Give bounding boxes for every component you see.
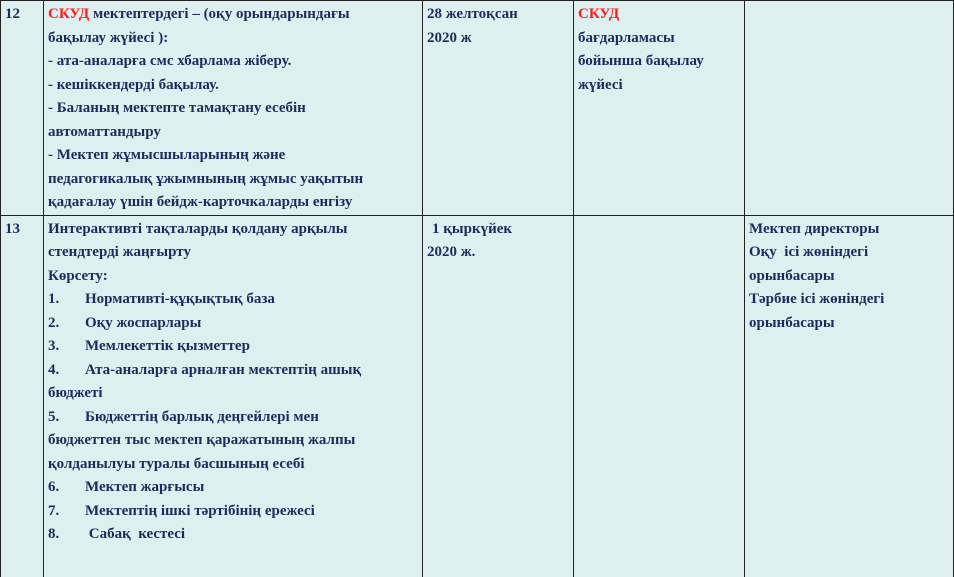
executor-line: Мектеп директоры [749,220,880,237]
list-item-number: 2. [48,314,60,331]
description-line: - ата-аналарға смс хбарлама жіберу. [48,53,292,69]
list-item-continuation: бюджеттен тыс мектеп қаражатының жалпы [48,432,356,448]
table-row-13 [1,215,954,577]
executors-cell [745,1,954,216]
list-item [48,500,418,524]
list-item-continuation: бюджеті [48,385,103,401]
row-number-cell [1,1,44,216]
executor-line: орынбасары [749,267,835,284]
list-item-text: Бюджеттің барлық деңгейлері мен [85,408,319,425]
responsible-line: жүйесі [578,76,623,93]
executor-line: Оқу ісі жөніндегі [749,244,869,260]
list-item-text: Мемлекеттік қызметтер [85,338,250,354]
list-item-text: Мектеп жарғысы [85,479,205,495]
list-item [48,312,418,336]
row-number: 13 [5,220,20,237]
row-number: 12 [5,6,20,22]
description-intro [48,3,418,27]
description-line: автоматтандыру [48,123,161,140]
executors-cell [745,215,954,577]
list-item-text: Нормативті-құқықтық база [85,291,275,307]
list-item [48,288,418,312]
list-item-number: 7. [48,502,60,519]
date-line: 2020 ж. [427,244,476,260]
date-line: 28 желтоқсан [427,6,518,22]
list-item-number: 6. [48,479,60,495]
list-item-text: Сабақ кестесі [85,526,186,542]
description-line: Интерактивті тақталарды қолдану арқылы [48,220,348,237]
description-line: стендтерді жаңғырту [48,244,191,260]
responsible-cell [574,1,745,216]
date-cell [423,215,574,577]
responsible-highlight: СКУД [578,6,620,22]
list-item-number: 8. [48,526,60,542]
list-item [48,406,418,430]
list-item [48,335,418,359]
list-item-number: 3. [48,338,60,354]
description-line: Көрсету: [48,267,108,284]
executor-line: орынбасары [749,314,835,331]
description-cell [44,1,423,216]
description-line: - Баланың мектепте тамақтану есебін [48,100,306,116]
description-line: педагогикалық ұжымнының жұмыс уақытын [48,170,364,187]
list-item-text: Ата-аналарға арналған мектептің ашық [85,361,362,378]
list-item-number: 1. [48,291,60,307]
list-item-text: Мектептің ішкі тәртібінің ережесі [85,502,315,519]
list-item-continuation: қолданылуы туралы басшының есебі [48,455,305,472]
description-line: - кешіккендерді бақылау. [48,76,219,93]
date-line: 2020 ж [427,29,472,46]
responsible-line: бағдарламасы [578,29,675,46]
description-line: қадағалау үшін бейдж-карточкаларды енгізу [48,194,353,210]
list-item [48,523,418,547]
row-number-cell [1,215,44,577]
description-cell [44,215,423,577]
list-item-number: 4. [48,361,60,378]
table-row-12 [1,1,954,216]
list-item [48,359,418,383]
description-line: - Мектеп жұмысшыларының және [48,147,286,163]
date-line: 1 қыркүйек [432,220,513,237]
responsible-cell [574,215,745,577]
list-item [48,476,418,500]
date-cell [423,1,574,216]
description-line: бақылау жүйесі ): [48,29,169,46]
executor-line: Тәрбие ісі жөніндегі [749,291,885,307]
list-item-number: 5. [48,408,60,425]
list-item-text: Оқу жоспарлары [85,314,202,331]
skud-highlight: СКУД [48,6,90,22]
description-intro-rest: мектептердегі – (оқу орындарындағы [89,6,350,22]
responsible-line: бойынша бақылау [578,53,704,69]
